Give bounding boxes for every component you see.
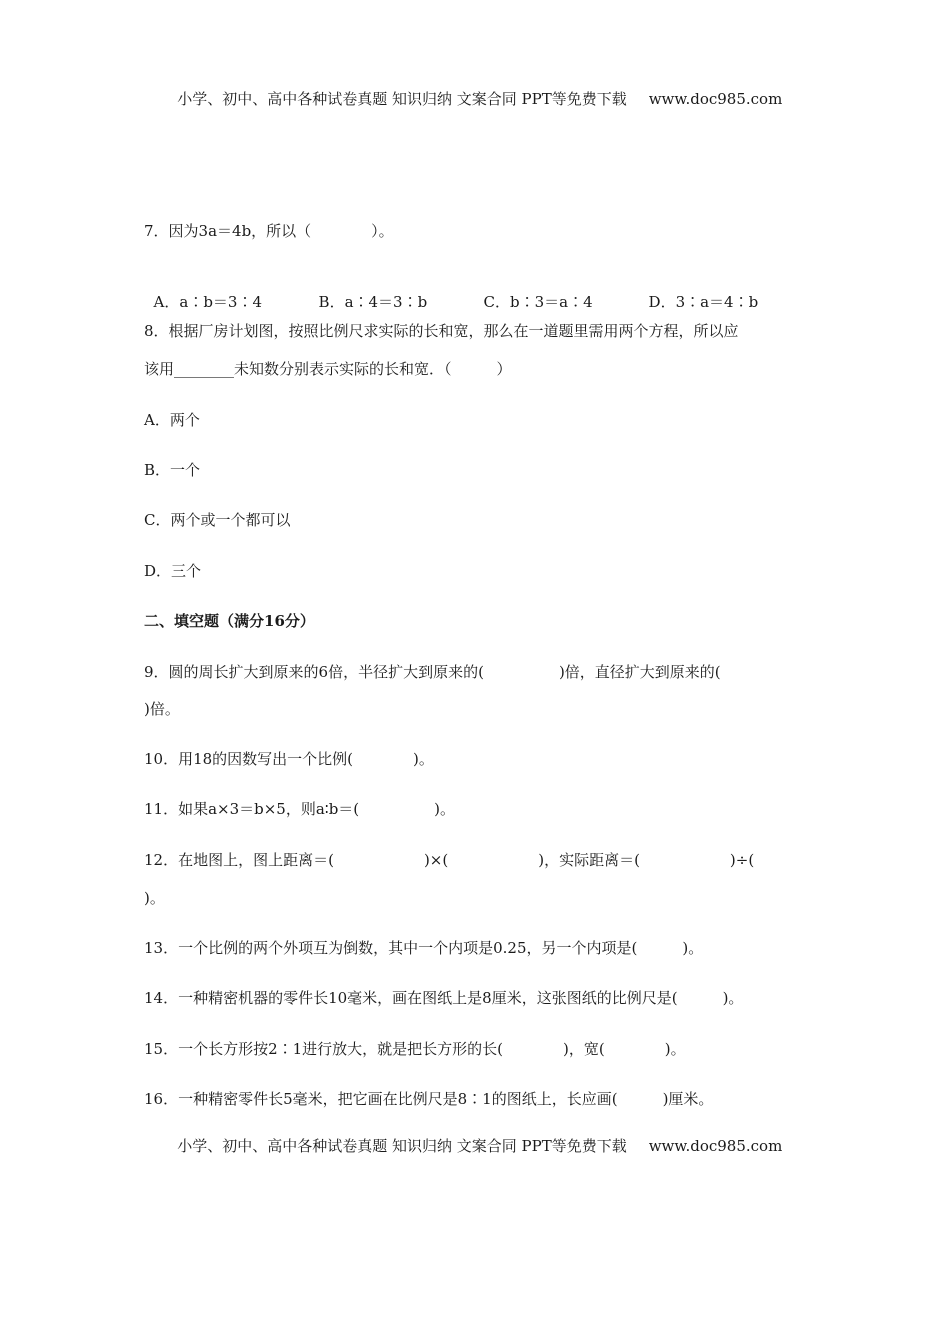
footer-site: www.doc985.com	[648, 1137, 783, 1155]
question-7-options	[144, 272, 758, 312]
option-b: B．a∶4＝3∶b	[318, 293, 428, 311]
question-12-line2: )。	[144, 889, 165, 907]
question-14: 14．一种精密机器的零件长10毫米，画在图纸上是8厘米，这张图纸的比例尺是( )。	[144, 989, 744, 1007]
page-header	[0, 69, 950, 109]
question-12-line1: 12．在地图上，图上距离＝( )×( )，实际距离＝( )÷(	[144, 851, 755, 869]
question-13: 13．一个比例的两个外项互为倒数，其中一个内项是0.25，另一个内项是( )。	[144, 939, 704, 957]
question-9-line2: )倍。	[144, 700, 180, 718]
section-2-title: 二、填空题（满分16分）	[144, 612, 315, 630]
question-15: 15．一个长方形按2∶1进行放大，就是把长方形的长( )，宽( )。	[144, 1040, 686, 1058]
question-11: 11．如果a×3＝b×5，则a∶b＝( )。	[144, 800, 456, 818]
question-10: 10．用18的因数写出一个比例( )。	[144, 750, 434, 768]
question-7-stem: 7．因为3a＝4b，所以（ ）。	[144, 222, 394, 240]
page-footer	[0, 1116, 950, 1156]
option-d: D．3∶a＝4∶b	[648, 293, 759, 311]
question-8-stem-line1: 8．根据厂房计划图，按照比例尺求实际的长和宽，那么在一道题里需用两个方程，所以应	[144, 322, 739, 340]
question-8-option-b: B．一个	[144, 461, 201, 479]
question-16: 16．一种精密零件长5毫米，把它画在比例尺是8∶1的图纸上，长应画( )厘米。	[144, 1090, 714, 1108]
header-site: www.doc985.com	[648, 90, 783, 108]
header-text: 小学、初中、高中各种试卷真题 知识归纳 文案合同 PPT等免费下载	[177, 90, 627, 108]
question-8-option-d: D．三个	[144, 562, 202, 580]
question-8-stem-line2: 该用________未知数分别表示实际的长和宽．（ ）	[144, 360, 512, 378]
footer-text: 小学、初中、高中各种试卷真题 知识归纳 文案合同 PPT等免费下载	[177, 1137, 627, 1155]
question-9-line1: 9．圆的周长扩大到原来的6倍，半径扩大到原来的( )倍，直径扩大到原来的(	[144, 663, 721, 681]
option-c: C．b∶3＝a∶4	[483, 293, 593, 311]
question-8-option-a: A．两个	[144, 411, 200, 429]
option-a: A．a∶b＝3∶4	[153, 293, 263, 311]
question-8-option-c: C．两个或一个都可以	[144, 511, 291, 529]
